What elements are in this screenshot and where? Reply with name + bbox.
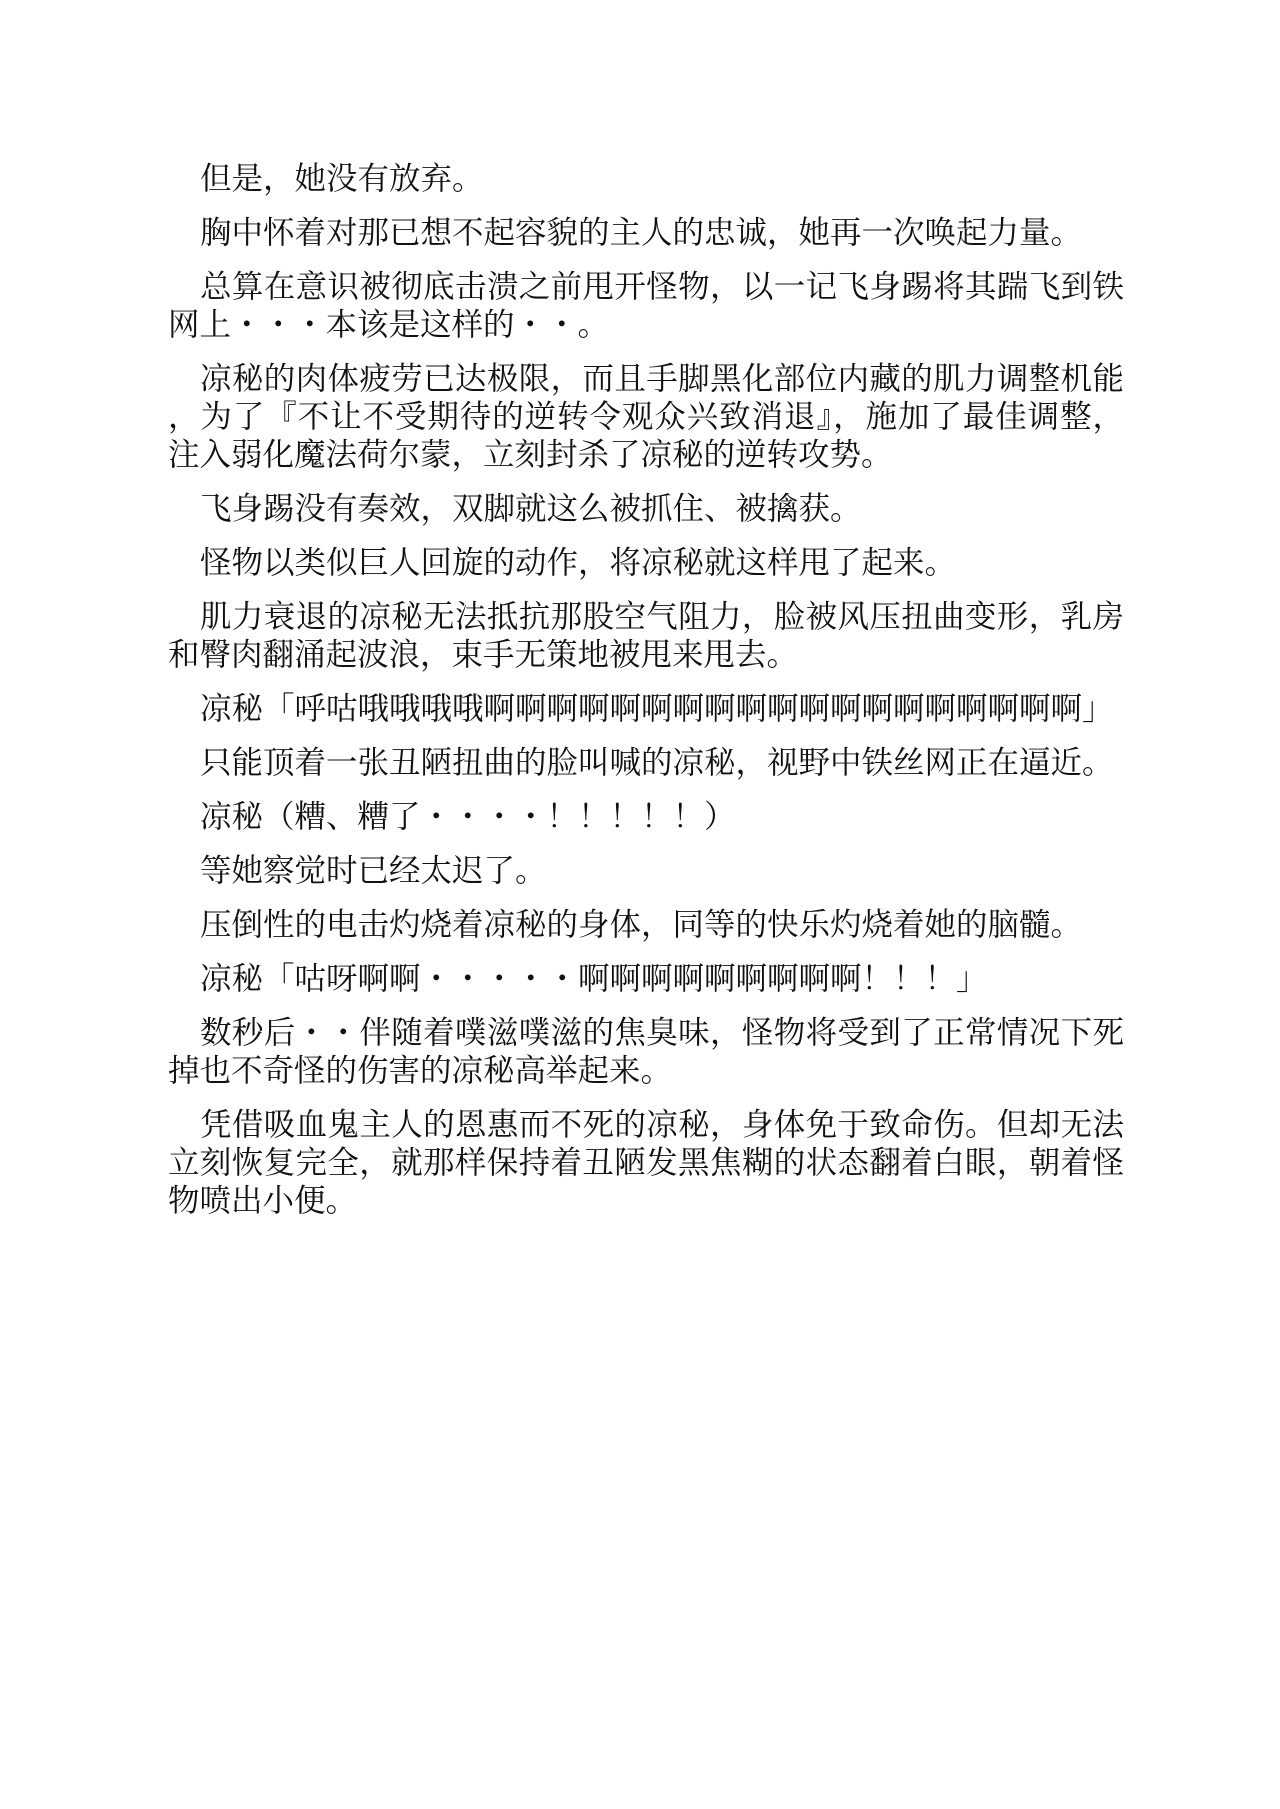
paragraph: 只能顶着一张丑陋扭曲的脸叫喊的凉秘，视野中铁丝网正在逼近。	[200, 745, 1114, 781]
paragraph: 凉秘的肉体疲劳已达极限，而且手脚黑化部位内藏的肌力调整机能，为了『不让不受期待的逆转令观众兴致消退』，施加了最佳调整，注入弱化魔法荷尔蒙，立刻封杀了凉秘的逆转攻势。	[168, 361, 1124, 473]
dialogue-line: 凉秘「咕呀啊啊・・・・・啊啊啊啊啊啊啊啊啊！！！」	[200, 961, 988, 997]
paragraph: 但是，她没有放弃。	[200, 161, 484, 197]
paragraph: 肌力衰退的凉秘无法抵抗那股空气阻力，脸被风压扭曲变形，乳房和臀肉翻涌起波浪，束手无策地被甩来甩去。	[168, 599, 1124, 673]
dialogue-line: 凉秘「呼咕哦哦哦哦啊啊啊啊啊啊啊啊啊啊啊啊啊啊啊啊啊啊啊」	[200, 691, 1114, 727]
paragraph: 等她察觉时已经太迟了。	[200, 853, 547, 889]
paragraph: 怪物以类似巨人回旋的动作，将凉秘就这样甩了起来。	[200, 545, 957, 581]
paragraph: 总算在意识被彻底击溃之前甩开怪物，以一记飞身踢将其踹飞到铁网上・・・本该是这样的・・。	[168, 269, 1124, 343]
dialogue-line: 凉秘（糟、糟了・・・・！！！！！）	[200, 799, 736, 835]
paragraph: 数秒后・・伴随着噗滋噗滋的焦臭味，怪物将受到了正常情况下死掉也不奇怪的伤害的凉秘高举起来。	[168, 1015, 1124, 1089]
paragraph: 飞身踢没有奏效，双脚就这么被抓住、被擒获。	[200, 491, 862, 527]
document-page	[168, 160, 1124, 1236]
paragraph: 压倒性的电击灼烧着凉秘的身体，同等的快乐灼烧着她的脑髓。	[200, 907, 1083, 943]
paragraph: 凭借吸血鬼主人的恩惠而不死的凉秘，身体免于致命伤。但却无法立刻恢复完全，就那样保持着丑陋发黑焦糊的状态翻着白眼，朝着怪物喷出小便。	[168, 1107, 1124, 1219]
paragraph: 胸中怀着对那已想不起容貌的主人的忠诚，她再一次唤起力量。	[200, 215, 1083, 251]
